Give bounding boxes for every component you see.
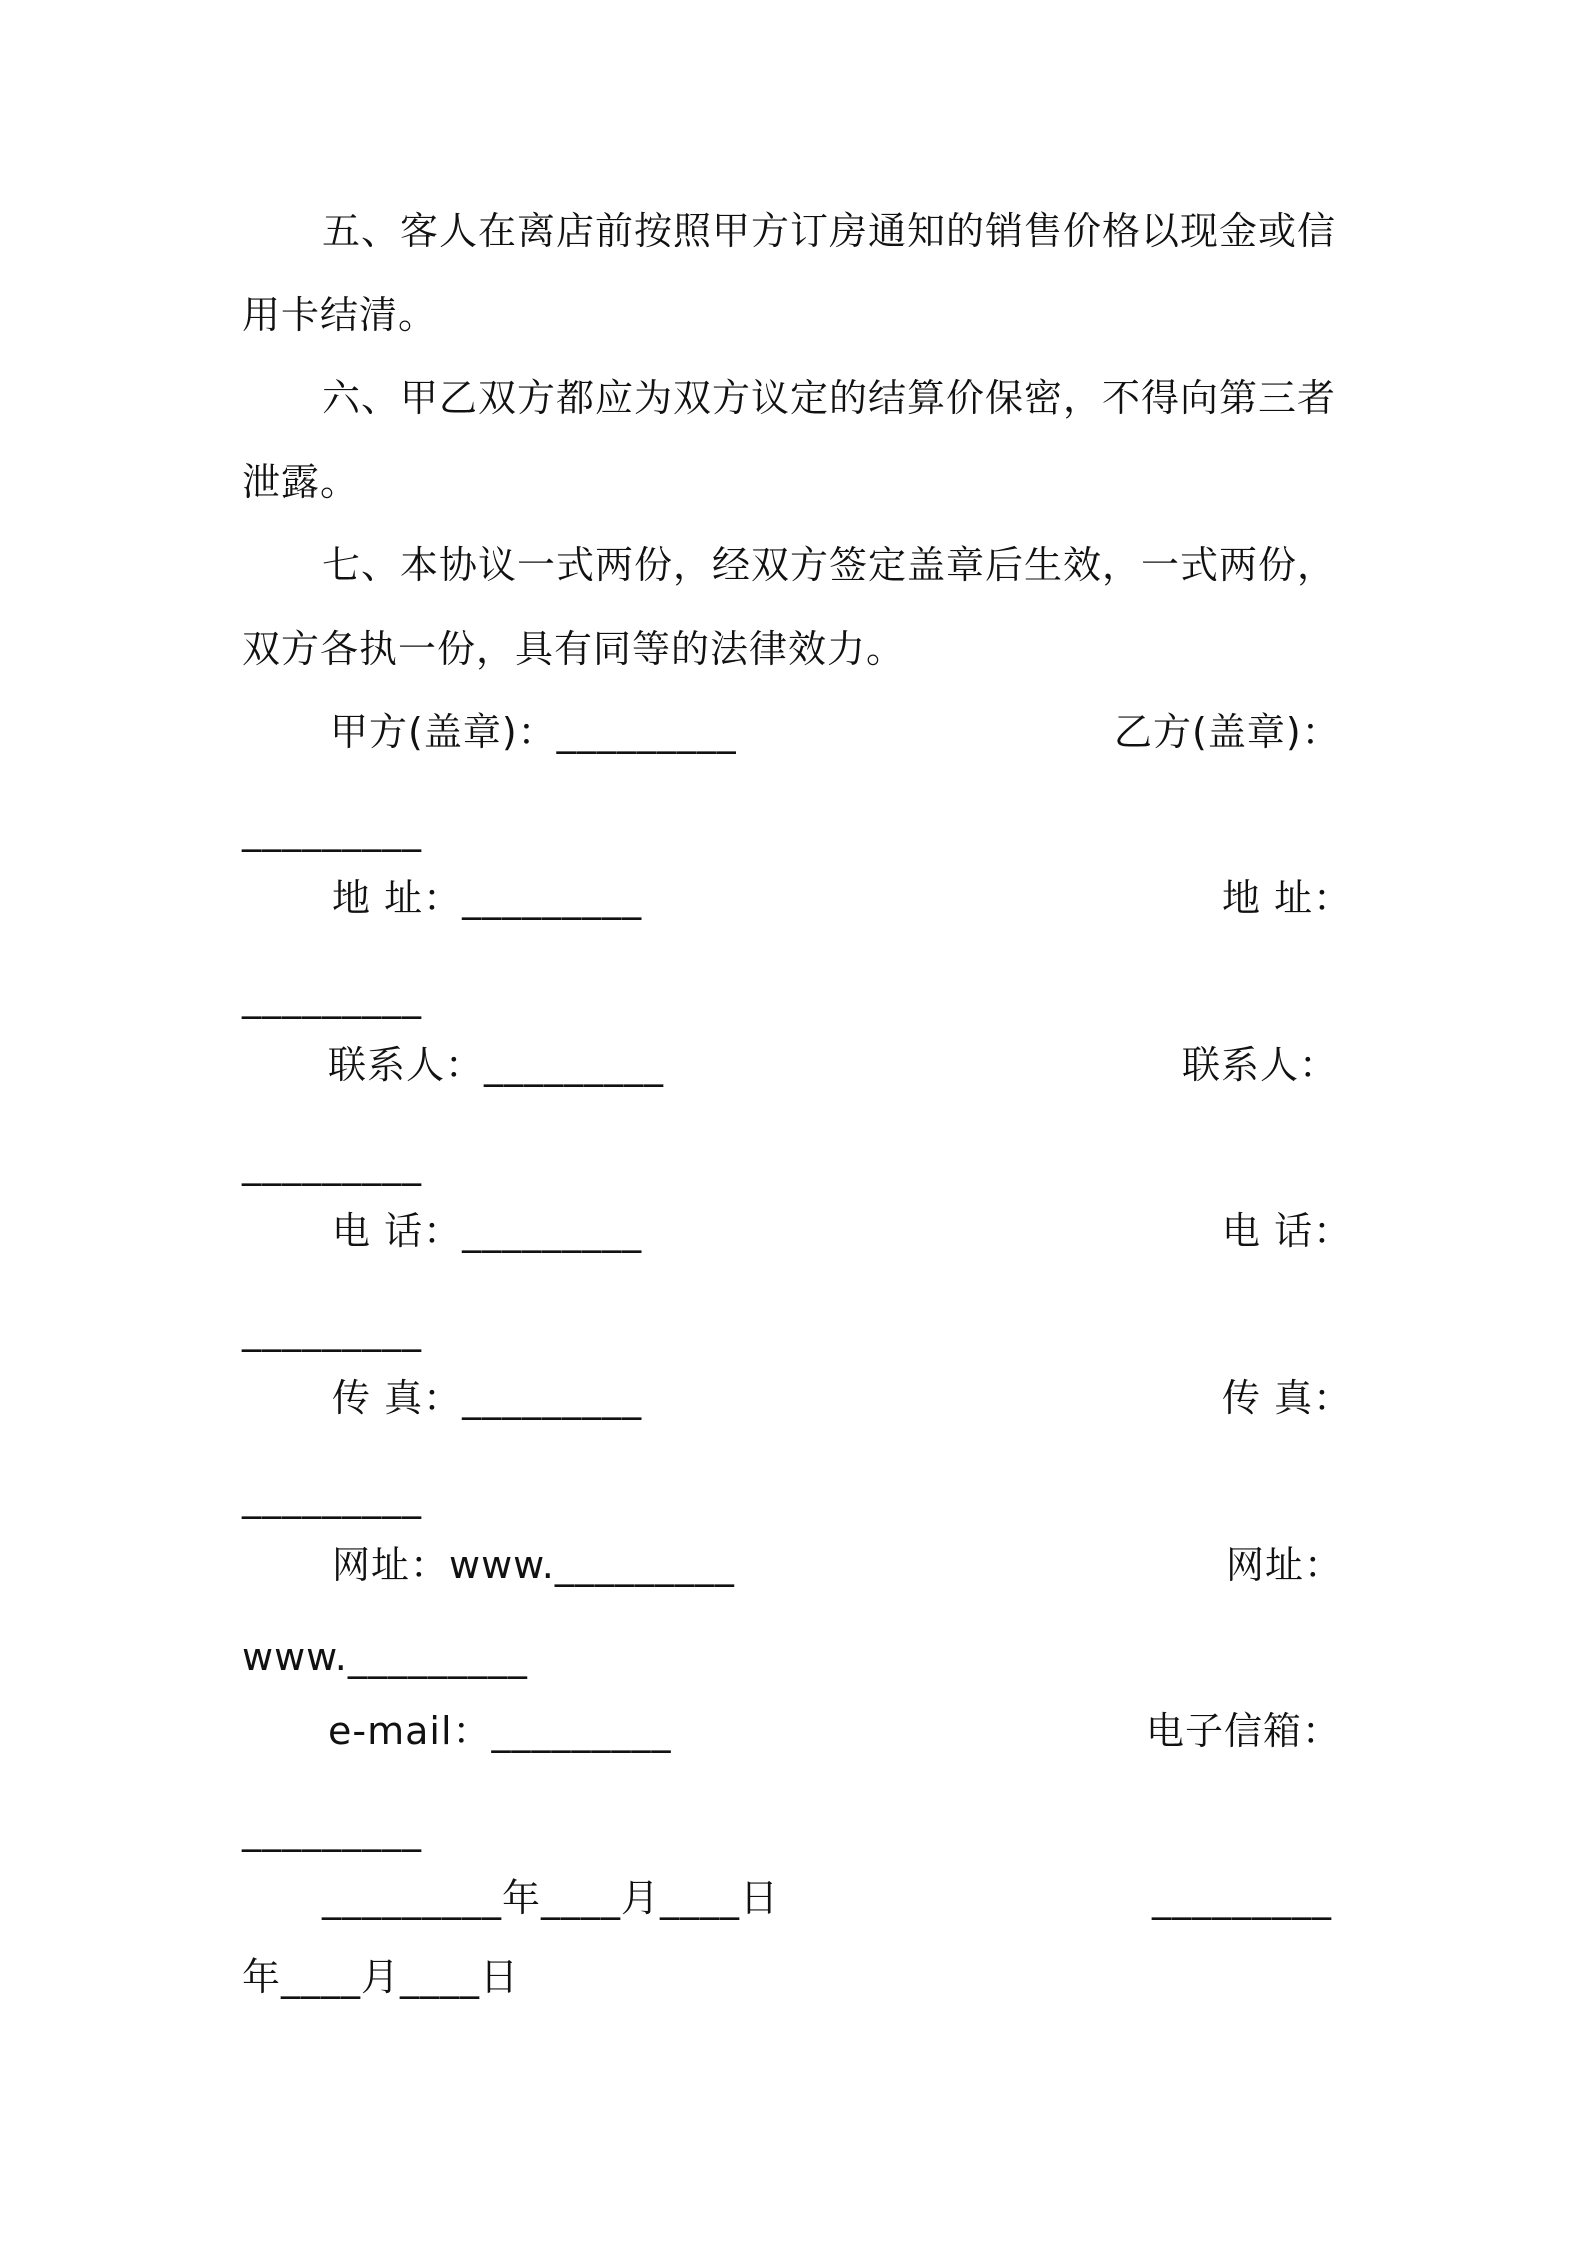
party-b-seal-blank: _________ (242, 808, 422, 852)
clause-6-line-1: 六、甲乙双方都应为双方议定的结算价保密，不得向第三者 (322, 376, 1337, 420)
party-b-website-blank: www._________ (242, 1635, 528, 1679)
clause-7-line-2: 双方各执一份，具有同等的法律效力。 (242, 627, 906, 671)
clause-5-line-1: 五、客人在离店前按照甲方订房通知的销售价格以现金或信 (322, 209, 1337, 253)
clause-7-line-1: 七、本协议一式两份，经双方签定盖章后生效，一式两份， (322, 543, 1337, 587)
party-b-date-field: 年____月____日 (242, 1955, 520, 1999)
party-a-fax-field: 传 真：_________ (332, 1376, 643, 1420)
party-b-phone-label: 电 话： (1222, 1209, 1353, 1253)
party-a-phone-field: 电 话：_________ (332, 1209, 643, 1253)
clause-5-line-2: 用卡结清。 (242, 293, 438, 337)
party-b-website-label: 网址： (1226, 1543, 1344, 1587)
party-b-phone-blank: _________ (242, 1308, 422, 1352)
party-a-website-field: 网址：www._________ (332, 1543, 735, 1587)
party-b-contact-label: 联系人： (1182, 1043, 1339, 1087)
party-b-fax-blank: _________ (242, 1475, 422, 1519)
party-a-email-field: e-mail：_________ (328, 1709, 672, 1753)
party-b-address-blank: _________ (242, 975, 422, 1019)
party-b-email-blank: _________ (242, 1808, 422, 1852)
clause-6-line-2: 泄露。 (242, 460, 360, 504)
party-b-email-label: 电子信箱： (1146, 1709, 1342, 1753)
party-b-contact-blank: _________ (242, 1142, 422, 1186)
party-b-seal-label: 乙方(盖章)： (1114, 710, 1341, 754)
party-a-contact-field: 联系人：_________ (328, 1043, 665, 1087)
party-b-address-label: 地 址： (1222, 876, 1353, 920)
party-a-seal-field: 甲方(盖章)：_________ (330, 710, 737, 754)
party-a-date-field: _________年____月____日 (322, 1876, 780, 1920)
party-b-fax-label: 传 真： (1222, 1376, 1353, 1420)
party-a-address-field: 地 址：_________ (332, 876, 643, 920)
party-b-date-blank: _________ (1152, 1876, 1332, 1920)
